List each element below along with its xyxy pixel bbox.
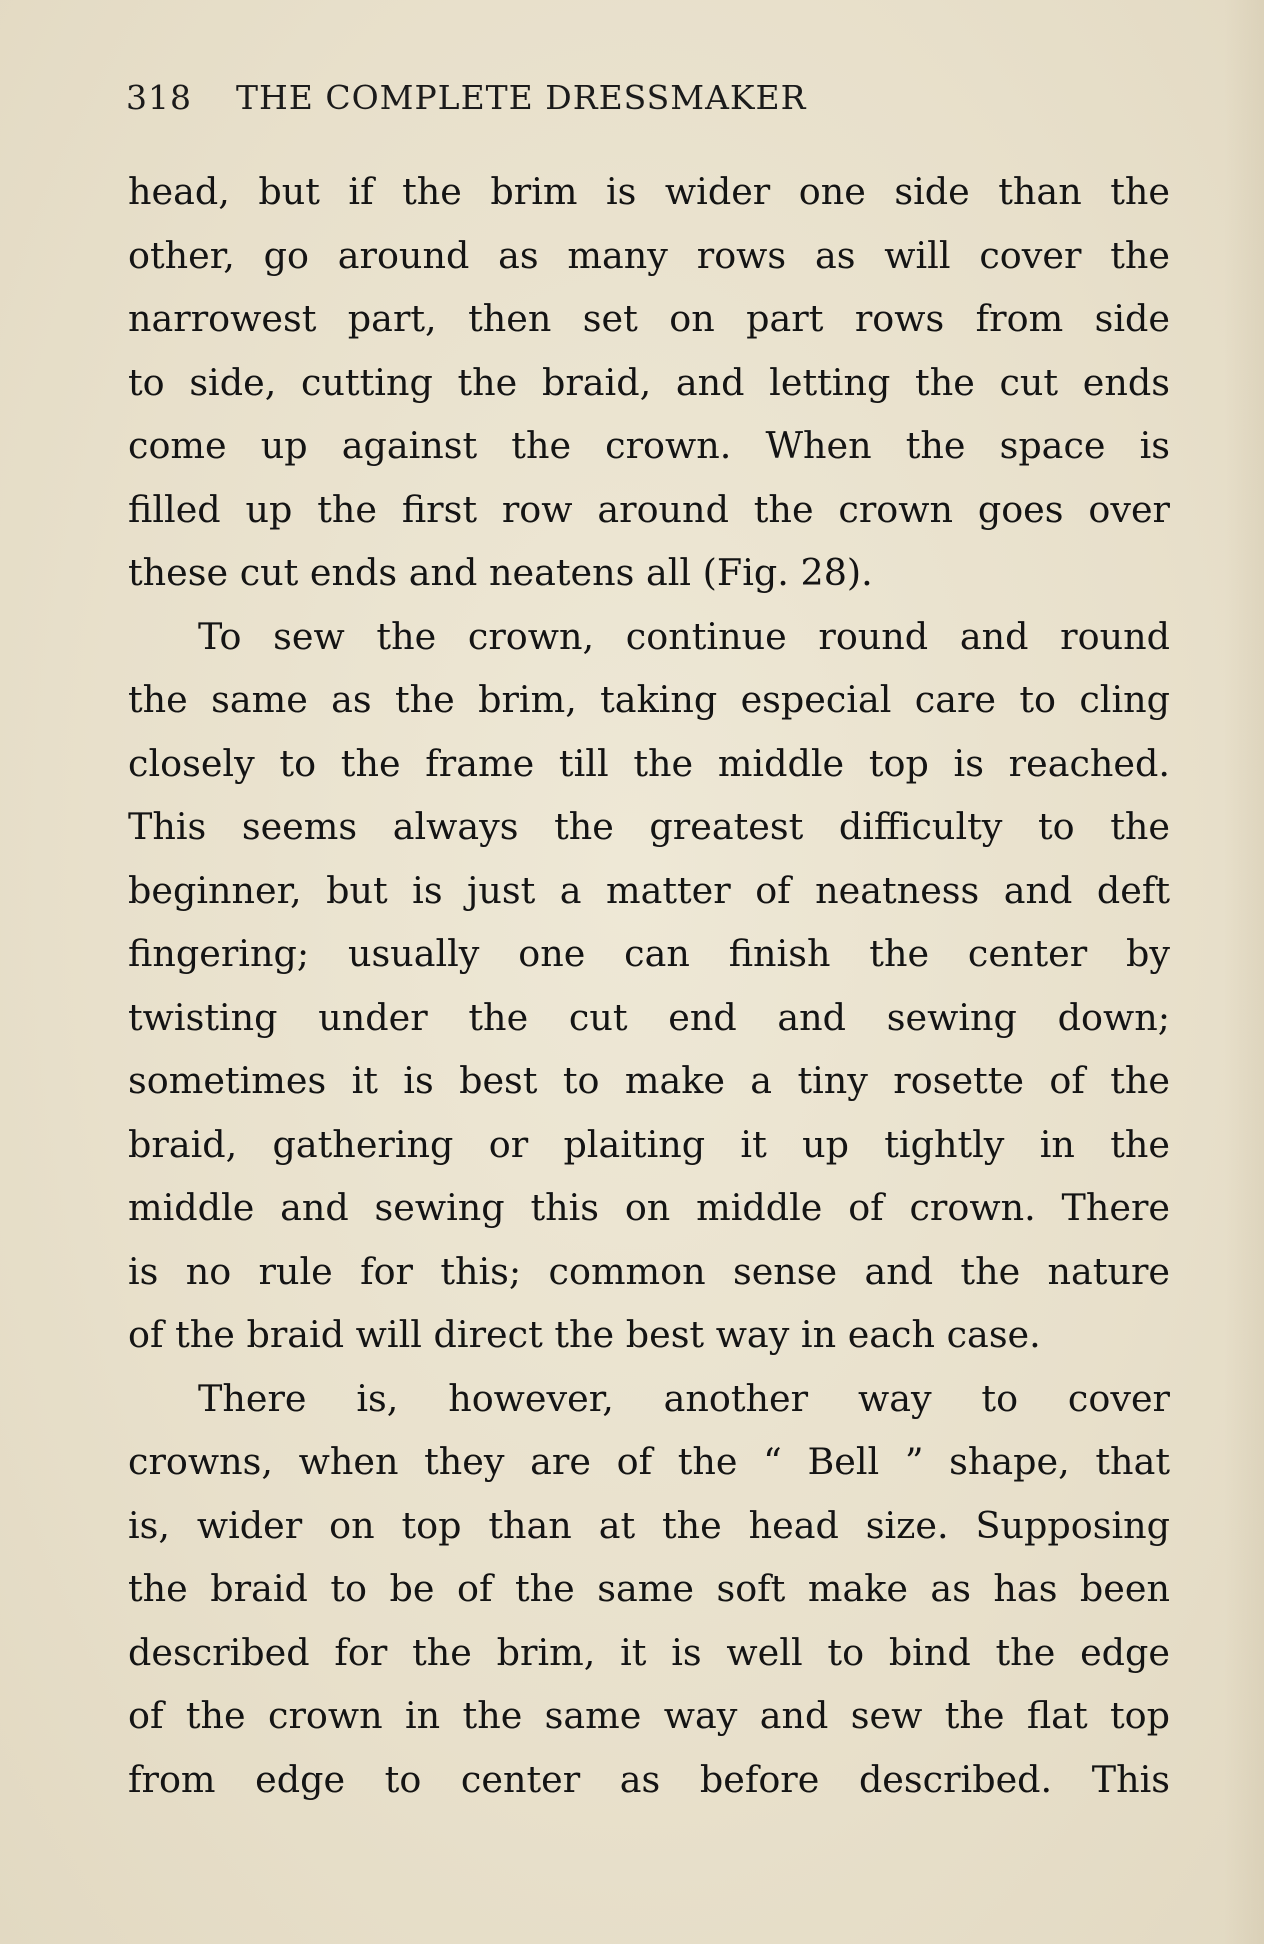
text-line: to side, cutting the braid, and letting the cut ends <box>128 360 1170 404</box>
text-line: middle and sewing this on middle of crown. There <box>128 1186 1170 1229</box>
text-line: is no rule for this; common sense and the nature <box>128 1249 1170 1293</box>
text-line: described for the brim, it is well to bind the edge <box>128 1630 1170 1674</box>
text-line: of the braid will direct the best way in each case. <box>128 1313 1041 1356</box>
running-header <box>126 78 1166 124</box>
body-text <box>128 160 1170 1811</box>
text-line: these cut ends and neatens all (Fig. 28). <box>128 551 873 594</box>
page-number: 318 <box>126 78 192 117</box>
text-line: head, but if the brim is wider one side than the <box>128 170 1170 213</box>
text-line: narrowest part, then set on part rows from side <box>128 297 1170 340</box>
text-line: the same as the brim, taking especial care to cling <box>128 678 1170 721</box>
text-line: There is, however, another way to cover <box>198 1376 1170 1420</box>
text-line: sometimes it is best to make a tiny rosette of the <box>128 1059 1170 1102</box>
text-line: crowns, when they are of the “ Bell ” shape, that <box>128 1440 1170 1483</box>
text-line: closely to the frame till the middle top is reached. <box>128 741 1170 785</box>
text-line: the braid to be of the same soft make as has been <box>128 1567 1170 1610</box>
text-line: To sew the crown, continue round and round <box>198 614 1170 658</box>
text-line: This seems always the greatest difficulty to the <box>128 805 1170 848</box>
text-line: of the crown in the same way and sew the flat top <box>128 1694 1170 1737</box>
text-line: come up against the crown. When the space is <box>128 424 1170 467</box>
text-line: fingering; usually one can finish the center by <box>128 932 1170 975</box>
running-title: THE COMPLETE DRESSMAKER <box>236 78 807 117</box>
text-line: twisting under the cut end and sewing down; <box>128 995 1170 1039</box>
page-edge-shadow <box>1224 0 1264 1944</box>
text-line: beginner, but is just a matter of neatness and deft <box>128 868 1170 912</box>
text-line: other, go around as many rows as will cover the <box>128 233 1170 277</box>
text-line: braid, gathering or plaiting it up tightly in the <box>128 1122 1170 1166</box>
text-line: is, wider on top than at the head size. Supposing <box>128 1503 1170 1547</box>
text-line: filled up the first row around the crown goes over <box>128 487 1170 531</box>
text-line: from edge to center as before described. This <box>128 1757 1170 1801</box>
